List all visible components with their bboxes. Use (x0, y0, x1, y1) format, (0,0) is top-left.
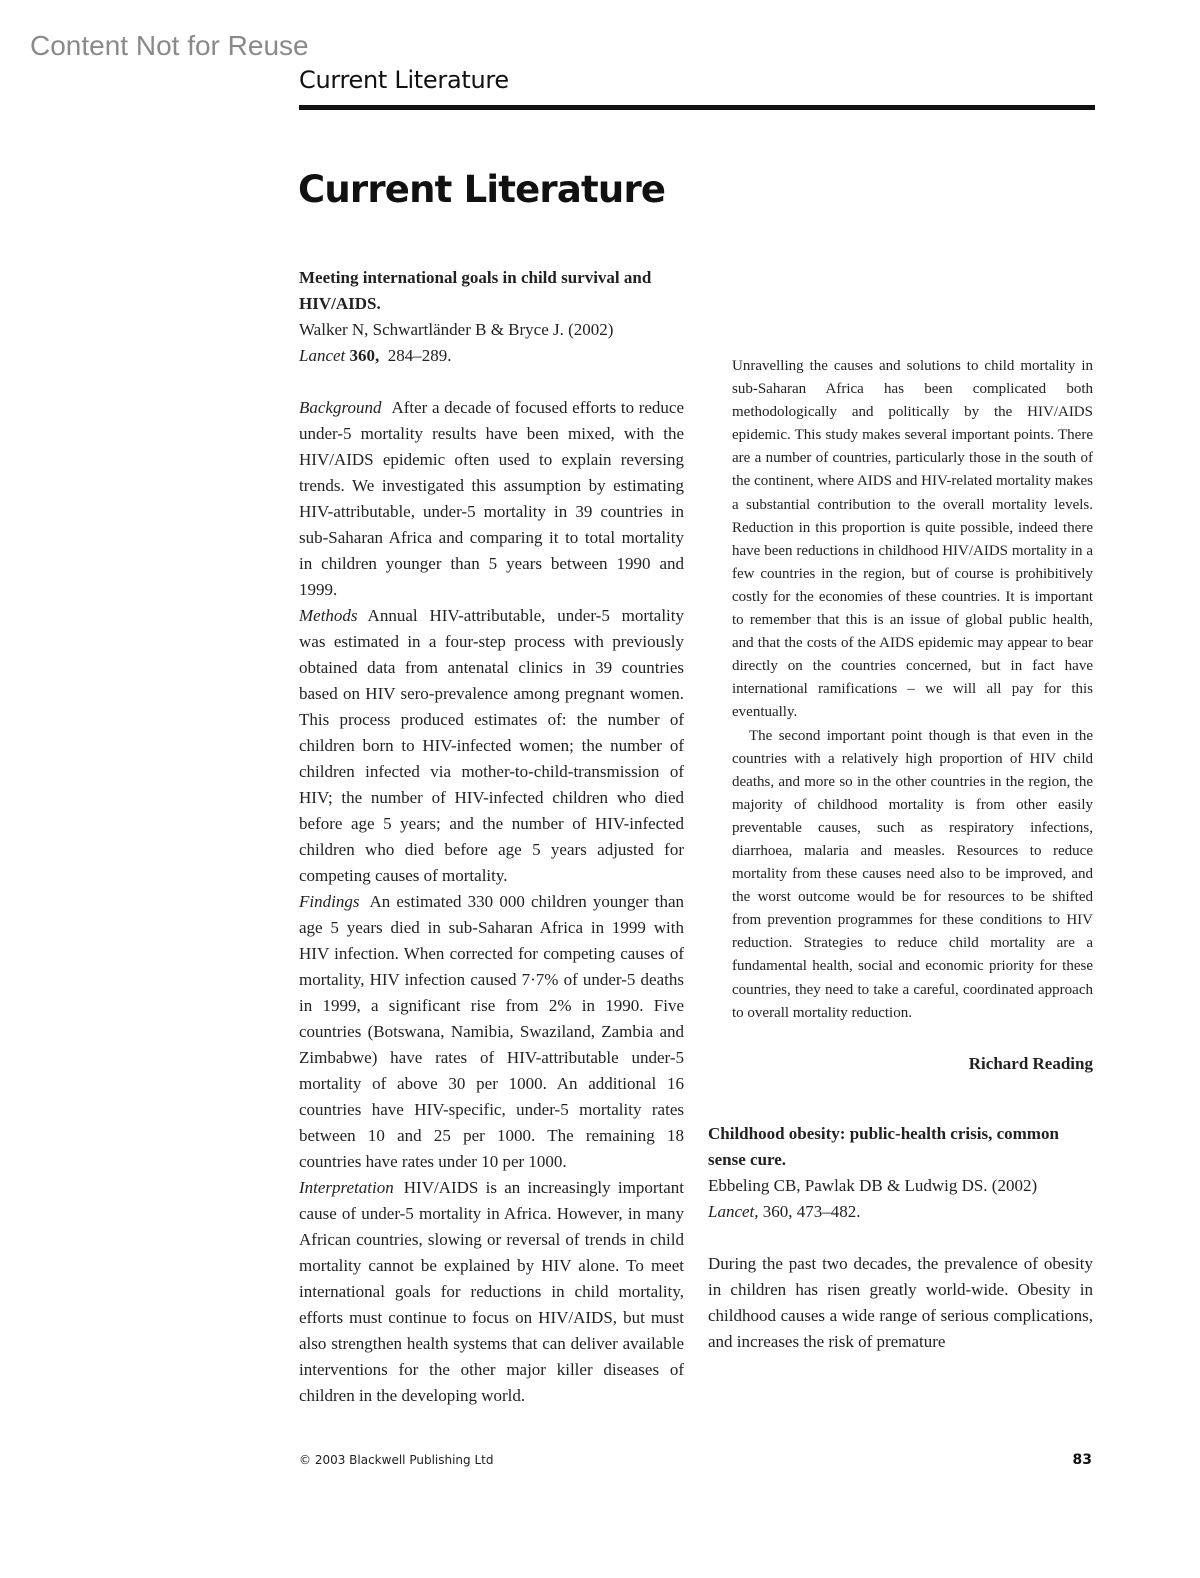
abstract-methods (299, 603, 684, 889)
watermark: Content Not for Reuse (30, 30, 309, 61)
commentary-paragraph: The second important point though is that even in the countries with a relatively high proportion of HIV child deaths, and more so in the other countries in the region, the majority of childhood mortality is from other easily preventable causes, such as respiratory infections, diarrhoea, malaria and measles. Resources to reduce mortality from these causes need also to be improved, and the worst outcome would be for resources to be shifted from prevention programmes for these conditions to HIV reduction. Strategies to reduce child mortality are a fundamental health, social and economic priority for these countries, they need to take a careful, coordinated approach to overall mortality reduction. (732, 727, 1093, 1021)
section-label: Methods (299, 606, 358, 625)
journal-pages: 284–289. (387, 346, 452, 365)
article-title: Meeting international goals in child survival and HIV/AIDS. (299, 268, 652, 313)
interpretation-continuation-space (708, 265, 1093, 343)
abstract-background (299, 395, 684, 603)
section-label: Background (299, 398, 382, 417)
commentary (732, 355, 1093, 1025)
journal-name: Lancet (299, 346, 346, 365)
copyright: © 2003 Blackwell Publishing Ltd (299, 1453, 494, 1467)
section-text: An estimated 330 000 children younger than age 5 years died in sub-Saharan Africa in 1999 with HIV infection. When corrected for competing causes of mortality, HIV infection caused 7·7% of under-5 deaths in 1999, a significant rise from 2% in 1990. Five countries (Botswana, Namibia, Swaziland, Zambia and Zimbabwe) have rates of HIV-attributable under-5 mortality of above 30 per 1000. An additional 16 countries have HIV-specific, under-5 mortality rates between 10 and 25 per 1000. The remaining 18 countries have rates under 10 per 1000. (299, 892, 684, 1171)
page-number: 83 (1072, 1452, 1092, 1468)
page-title: Current Literature (298, 168, 666, 211)
commentary-paragraph: Unravelling the causes and solutions to child mortality in sub-Saharan Africa has been complicated both methodologically and politically by the HIV/AIDS epidemic. This study makes several important points. There are a number of countries, particularly those in the south of the continent, where AIDS and HIV-related mortality makes a substantial contribution to the overall mortality levels. Reduction in this proportion is quite possible, indeed there have been reductions in childhood HIV/AIDS mortality in a few countries in the region, but of course is prohibitively costly for the economies of these countries. It is important to remember that this is an issue of global public health, and that the costs of the AIDS epidemic may appear to bear directly on the countries concerned, but in fact have international ramifications – we will all pay for this eventually. (732, 358, 1094, 721)
abstract-interpretation (299, 1175, 684, 1409)
right-column (708, 265, 1093, 1355)
journal-name: Lancet, (708, 1201, 759, 1221)
article-authors: Walker N, Schwartländer B & Bryce J. (2002) (299, 320, 614, 339)
section-text: Annual HIV-attributable, under-5 mortality was estimated in a four-step process with previously obtained data from antenatal clinics in 39 countries based on HIV sero-prevalence among pregnant women. This process produced estimates of: the number of children born to HIV-infected women; the number of children infected via mother-to-child-transmission of HIV; the number of HIV-infected children who died before age 5 years; and the number of HIV-infected children who died before age 5 years adjusted for competing causes of mortality. (299, 606, 684, 885)
article-title: Childhood obesity: public-health crisis, common sense cure. (708, 1123, 1059, 1169)
section-text: HIV/AIDS is an increasingly important cause of under-5 mortality in Africa. However, in many African countries, slowing or reversal of trends in child mortality cannot be explained by HIV alone. To meet international goals for reductions in child mortality, efforts must continue to focus on HIV/AIDS, but must also strengthen health systems that can deliver available interventions for the other major killer diseases of children in the developing world. (299, 1178, 684, 1405)
journal-volume: 360, (349, 346, 380, 365)
journal-citation: 360, 473–482. (762, 1201, 861, 1221)
article-authors: Ebbeling CB, Pawlak DB & Ludwig DS. (2002) (708, 1175, 1038, 1195)
section-label: Findings (299, 892, 360, 911)
running-head: Current Literature (299, 66, 509, 94)
article-citation (708, 1199, 1093, 1225)
article-citation (299, 343, 684, 369)
article-body: During the past two decades, the prevalence of obesity in children has risen greatly world-wide. Obesity in childhood causes a wide range of serious complications, and increases the risk of premature (708, 1253, 1093, 1351)
section-label: Interpretation (299, 1178, 394, 1197)
reviewer-name: Richard Reading (968, 1053, 1093, 1073)
left-column (299, 265, 684, 1413)
abstract-findings (299, 889, 684, 1175)
section-text: After a decade of focused efforts to reduce under-5 mortality results have been mixed, with the HIV/AIDS epidemic often used to explain reversing trends. We investigated this assumption by estimating HIV-attributable, under-5 mortality in 39 countries in sub-Saharan Africa and comparing it to total mortality in children younger than 5 years between 1990 and 1999. (299, 398, 684, 599)
header-rule (299, 105, 1095, 110)
